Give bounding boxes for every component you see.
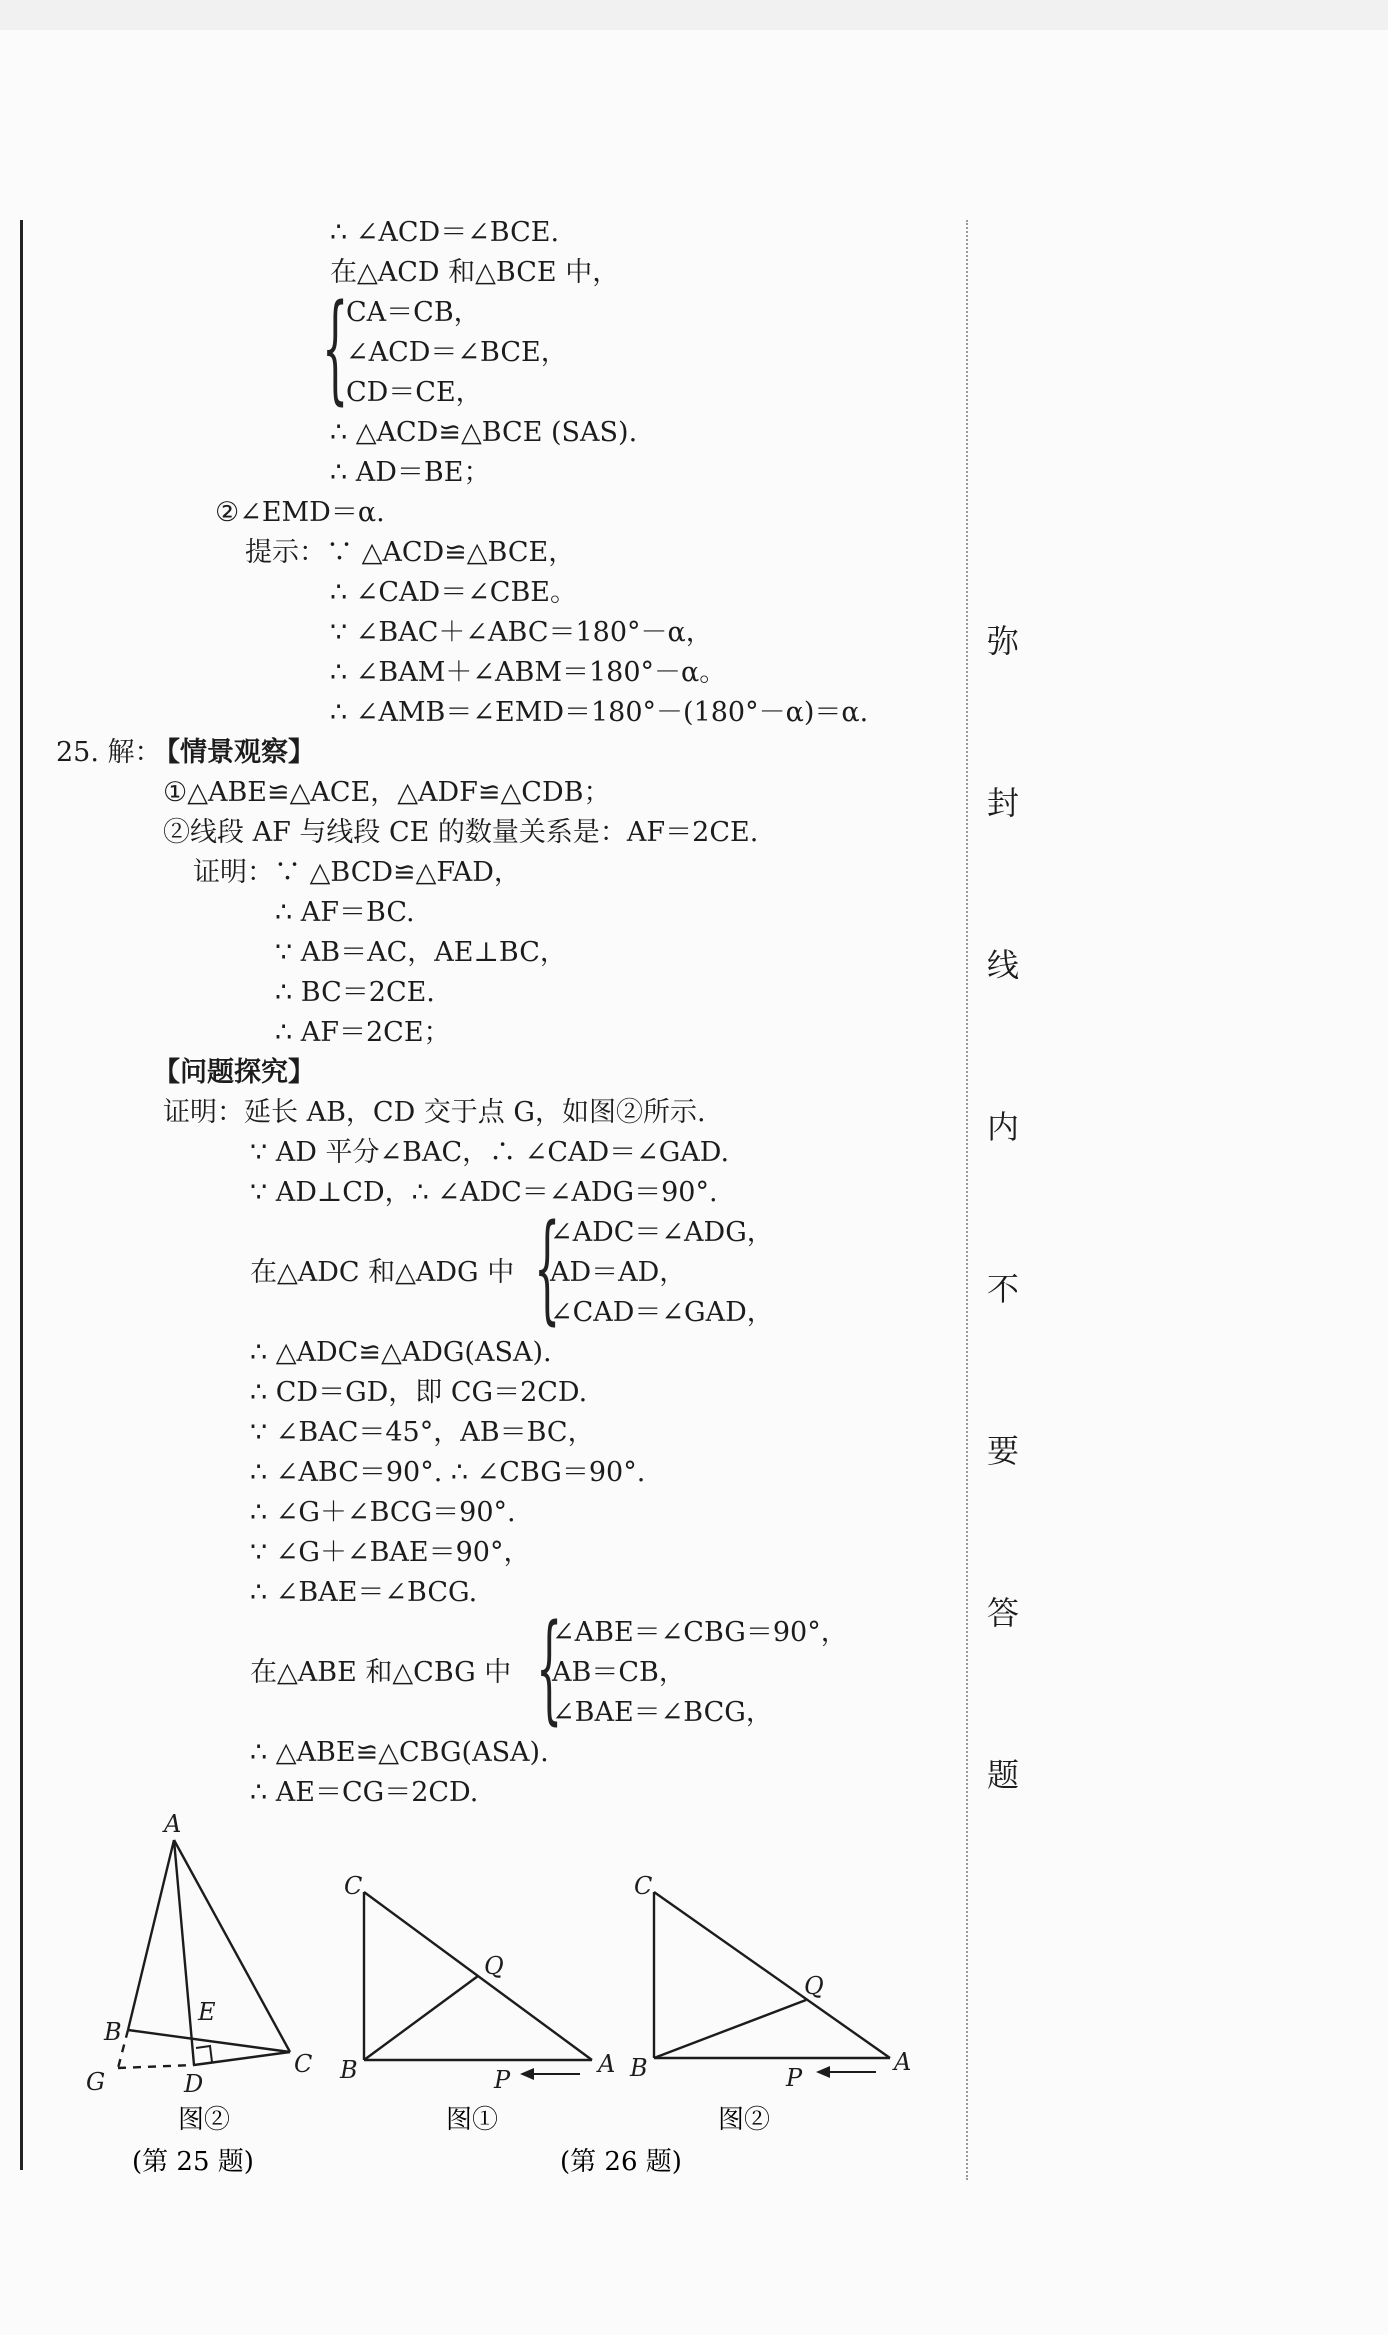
side-char: 要: [986, 1432, 1019, 1470]
figure-26-1: [364, 1892, 592, 2080]
figures-area: [0, 1810, 960, 2190]
label-A: A: [894, 2048, 912, 2076]
side-char: 弥: [986, 622, 1019, 660]
text-line: ∴ △ABE≌△CBG(ASA).: [250, 1737, 549, 1768]
text-line: ∵ ∠BAC＝45°，AB＝BC，: [250, 1417, 595, 1448]
segment-BQ: [364, 1976, 478, 2060]
label-P: P: [786, 2064, 803, 2092]
text-line: 在△ADC 和△ADG 中: [250, 1257, 515, 1288]
text-line: ∵ AB＝AC，AE⊥BC，: [275, 937, 567, 968]
label-Q: Q: [484, 1952, 504, 1980]
binding-dotted-line: [966, 220, 968, 2180]
text-line: ∵ ∠G＋∠BAE＝90°，: [250, 1537, 531, 1568]
side-char: 线: [986, 946, 1019, 984]
question-26-label: (第 26 题): [560, 2147, 682, 2177]
label-C: C: [344, 1872, 363, 1900]
side-char: 题: [986, 1756, 1019, 1794]
text-line: AB＝CB，: [552, 1657, 686, 1688]
text-line: ①△ABE≌△ACE，△ADF≌△CDB；: [163, 777, 611, 808]
text-line: ∴ AE＝CG＝2CD.: [250, 1777, 479, 1808]
brace: {: [322, 278, 349, 416]
label-P: P: [494, 2066, 511, 2094]
brace: {: [534, 1198, 561, 1336]
fig26-1-caption: 图①: [446, 2105, 499, 2135]
segment-GD-dashed: [118, 2065, 194, 2068]
text-line: ②∠EMD＝α.: [215, 497, 385, 528]
text-line: AD＝AD，: [550, 1257, 687, 1288]
text-line: ∴ BC＝2CE.: [275, 977, 435, 1008]
fig26-2-caption: 图②: [718, 2105, 771, 2135]
text-line: ∠ADC＝∠ADG，: [550, 1217, 774, 1248]
label-C: C: [634, 1872, 653, 1900]
text-line: ∴ ∠BAM＋∠ABM＝180°－α。: [330, 657, 727, 688]
label-G: G: [86, 2068, 106, 2096]
side-char: 封: [986, 784, 1019, 822]
label-C: C: [294, 2050, 313, 2078]
text-line: ∠ACD＝∠BCE，: [346, 337, 568, 368]
text-line: ∴ ∠G＋∠BCG＝90°.: [250, 1497, 516, 1528]
text-line: ∴ ∠AMB＝∠EMD＝180°－(180°－α)＝α.: [330, 697, 869, 728]
label-E: E: [198, 1998, 216, 2026]
segment-BQ: [654, 2000, 806, 2058]
side-char: 内: [986, 1108, 1019, 1146]
arrow-head: [520, 2068, 534, 2080]
text-line: ②线段 AF 与线段 CE 的数量关系是：AF＝2CE.: [163, 817, 759, 848]
text-line: ∴ AF＝BC.: [275, 897, 415, 928]
segment-AB: [128, 1840, 174, 2030]
text-line: 在△ACD 和△BCE 中，: [330, 257, 620, 288]
section-heading: 【情景观察】: [153, 737, 315, 768]
text-line: ∴ AF＝2CE；: [275, 1017, 451, 1048]
label-B: B: [630, 2054, 648, 2082]
text-line: ∴ ∠ABC＝90°. ∴ ∠CBG＝90°.: [250, 1457, 646, 1488]
fig25-caption: 图②: [178, 2105, 231, 2135]
text-line: ∴ ∠CAD＝∠CBE。: [330, 577, 578, 608]
segment-CA: [654, 1892, 890, 2058]
segment-DC: [194, 2052, 290, 2065]
segment-AC: [174, 1840, 290, 2052]
text-line: CD＝CE，: [346, 377, 483, 408]
text-line: ∴ CD＝GD，即 CG＝2CD.: [250, 1377, 588, 1408]
text-line: ∴ AD＝BE；: [330, 457, 491, 488]
segment-AD: [174, 1840, 194, 2065]
label-A: A: [598, 2050, 616, 2078]
text-line: ∵ AD⊥CD，∴ ∠ADC＝∠ADG＝90°.: [250, 1177, 718, 1208]
text-line: ∵ ∠BAC＋∠ABC＝180°－α，: [330, 617, 713, 648]
side-char: 不: [986, 1270, 1019, 1308]
label-B: B: [104, 2018, 122, 2046]
text-line: 证明：∵ △BCD≌△FAD，: [193, 857, 521, 888]
arrow-head: [816, 2066, 830, 2078]
text-line: ∴ ∠BAE＝∠BCG.: [250, 1577, 478, 1608]
question-25-label: (第 25 题): [132, 2147, 254, 2177]
figure-26-2: [654, 1892, 890, 2078]
label-A: A: [164, 1810, 182, 1838]
problem-number: 25. 解：: [56, 737, 162, 768]
section-heading: 【问题探究】: [153, 1057, 315, 1088]
figure-25: [118, 1840, 290, 2068]
text-line: ∠BAE＝∠BCG，: [552, 1697, 773, 1728]
text-line: ∠CAD＝∠GAD，: [550, 1297, 774, 1328]
scan-top-strip: [0, 0, 1388, 30]
text-line: ∵ AD 平分∠BAC，∴ ∠CAD＝∠GAD.: [250, 1137, 730, 1168]
text-line: ∠ABE＝∠CBG＝90°，: [552, 1617, 848, 1648]
segment-BC: [128, 2030, 290, 2052]
brace: {: [536, 1598, 563, 1736]
side-char: 答: [986, 1594, 1019, 1632]
label-D: D: [184, 2070, 204, 2098]
label-B: B: [340, 2056, 358, 2084]
label-Q: Q: [804, 1972, 824, 2000]
right-angle-mark: [196, 2046, 212, 2062]
text-line: CA＝CB，: [346, 297, 481, 328]
text-line: ∴ ∠ACD＝∠BCE.: [330, 217, 560, 248]
text-line: 提示：∵ △ACD≌△BCE，: [245, 537, 576, 568]
text-line: ∴ △ADC≌△ADG(ASA).: [250, 1337, 552, 1368]
text-line: 在△ABE 和△CBG 中: [250, 1657, 512, 1688]
text-line: ∴ △ACD≌△BCE (SAS).: [330, 417, 638, 448]
text-line: 证明：延长 AB，CD 交于点 G，如图②所示.: [163, 1097, 706, 1128]
